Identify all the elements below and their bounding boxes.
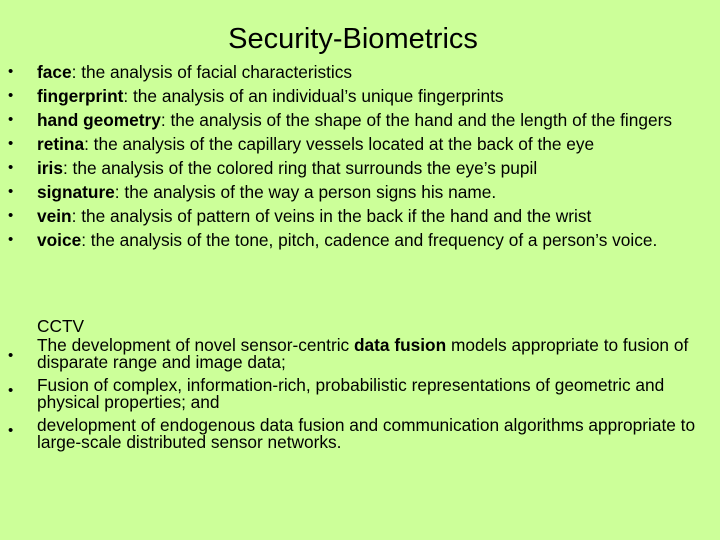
list-item (0, 230, 720, 249)
list-item (0, 336, 720, 371)
term: voice (37, 230, 82, 250)
cctv-heading (0, 316, 720, 336)
list-item (0, 62, 720, 82)
item-bold: data fusion (354, 335, 447, 355)
bullet-icon: • (8, 87, 14, 104)
list-item (0, 86, 720, 106)
list-item (0, 110, 720, 129)
definition: : the analysis of the tone, pitch, cadence and frequency of a person’s voice. (81, 230, 658, 250)
list-item (0, 377, 720, 411)
term: hand geometry (37, 110, 161, 130)
list-item (0, 134, 720, 154)
bullet-icon: • (8, 135, 14, 152)
term: signature (37, 182, 115, 202)
cctv-section (0, 316, 720, 451)
bullet-icon: • (8, 159, 14, 176)
bullet-icon: • (8, 63, 14, 80)
definition: : the analysis of pattern of veins in the back if the hand and the wrist (71, 206, 592, 226)
list-item (0, 206, 720, 226)
definition: : the analysis of the colored ring that surrounds the eye’s pupil (62, 158, 538, 178)
heading-text: CCTV (37, 316, 85, 336)
bullet-icon: • (8, 382, 14, 399)
bullet-icon: • (8, 183, 14, 200)
definition: : the analysis of the shape of the hand and the length of the fingers (160, 110, 672, 130)
biometrics-list (0, 62, 720, 249)
bullet-icon: • (8, 422, 14, 439)
list-item (0, 158, 720, 178)
item-text-end: models appropriate to fusion of disparate range and image data; (37, 335, 689, 372)
definition: : the analysis of facial characteristics (71, 62, 353, 82)
list-item (0, 417, 720, 451)
item-text: The development of novel sensor-centric (37, 335, 354, 355)
term: vein (37, 206, 72, 226)
bullet-icon: • (8, 207, 14, 224)
term: retina (37, 134, 85, 154)
item-text: Fusion of complex, information-rich, probabilistic representations of geometric and physical properties; and (37, 375, 665, 412)
term: iris (37, 158, 63, 178)
slide-title: Security-Biometrics (228, 23, 478, 55)
bullet-icon: • (8, 347, 14, 364)
bullet-icon: • (8, 111, 14, 128)
definition: : the analysis of the way a person signs his name. (114, 182, 497, 202)
definition: : the analysis of an individual’s unique fingerprints (123, 86, 504, 106)
term: fingerprint (37, 86, 124, 106)
definition: : the analysis of the capillary vessels located at the back of the eye (84, 134, 595, 154)
list-item (0, 182, 720, 202)
term: face (37, 62, 72, 82)
bullet-icon: • (8, 231, 14, 248)
item-text: development of endogenous data fusion and communication algorithms appropriate to large-scale distributed sensor networks. (37, 415, 696, 452)
